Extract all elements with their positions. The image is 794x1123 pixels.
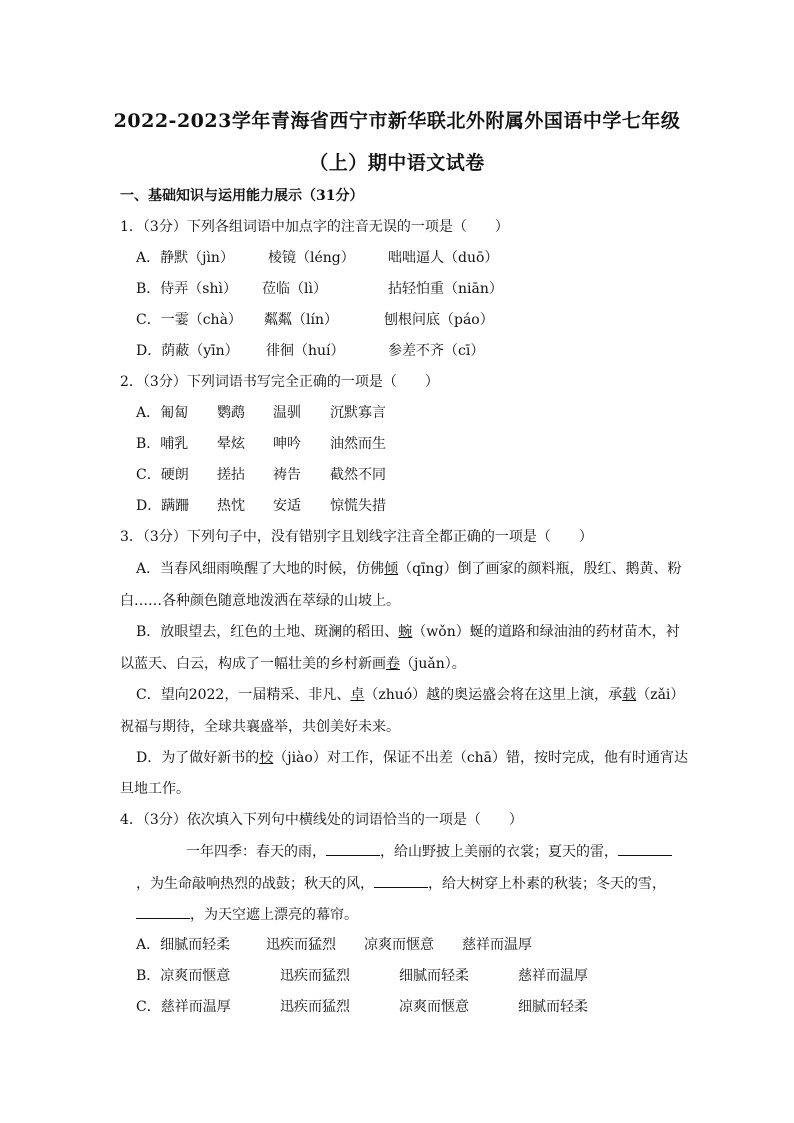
q2-d-word2: 热忱	[217, 498, 245, 514]
q4-text4: ，给大树穿上朴素的秋装；冬天的雪，	[428, 876, 666, 892]
q4-a-word3: 凉爽而惬意	[364, 937, 434, 953]
q4-b-word4: 慈祥而温厚	[518, 968, 588, 984]
q1-c-word3: 刨根问底（páo）	[384, 312, 494, 328]
page-title-line2: （上）期中语文试卷	[309, 152, 485, 174]
q3-b-text3: 以蓝天、白云，构成了一幅壮美的乡村新画	[120, 656, 386, 672]
q3-a-text2: （qīng）倒了画家的颜料瓶，殷红、鹅黄、粉	[398, 561, 682, 577]
q4-b-word2: 迅疾而猛烈	[280, 968, 350, 984]
q4-a-word2: 迅疾而猛烈	[266, 937, 336, 953]
question-1-stem: 1．（3分）下列各组词语中加点字的注音无误的一项是（ ）	[120, 219, 509, 235]
question-4-stem: 4．（3分）依次填入下列句中横线处的词语恰当的一项是（ ）	[120, 812, 523, 828]
q4-blank-2	[618, 841, 672, 856]
q2-a-word4: 沉默寡言	[330, 405, 386, 421]
q3-option-a-line2: 白……各种颜色随意地泼洒在萃绿的山坡上。	[120, 593, 400, 609]
q1-d-word2: 徘徊（huí）	[266, 343, 345, 359]
q3-option-d-line1	[136, 748, 688, 768]
q3-d-underlined: 校	[259, 750, 274, 766]
q2-b-word1: B．哺乳	[136, 436, 189, 452]
q4-c-word2: 迅疾而猛烈	[280, 999, 350, 1015]
q4-text2: ，给山野披上美丽的衣裳；夏天的雷，	[380, 844, 618, 860]
q3-c-underlined: 卓	[350, 687, 365, 703]
question-3-stem: 3．（3分）下列句子中，没有错别字且划线字注音全都正确的一项是（ ）	[120, 529, 593, 545]
q3-c-text1: C．望向2022，一届精采、非凡、	[136, 687, 351, 703]
q1-c-word1: C．一霎（chà）	[136, 312, 242, 328]
q3-option-b-line1	[136, 622, 680, 642]
q2-b-word2: 晕炫	[217, 436, 245, 452]
q2-c-word1: C．硬朗	[136, 467, 189, 483]
q4-c-word1: C．慈祥而温厚	[136, 999, 231, 1015]
q2-c-word3: 祷告	[273, 467, 301, 483]
q3-c-underlined2: 载	[622, 687, 637, 703]
q4-blank-3	[374, 873, 428, 888]
q4-a-word4: 慈祥而温厚	[462, 937, 532, 953]
q4-text1: 一年四季：春天的雨，	[186, 844, 326, 860]
q3-d-text1: D．为了做好新书的	[136, 750, 260, 766]
q3-b-text4: （juǎn）。	[400, 656, 466, 672]
q1-a-word1: A．静默（jìn）	[136, 250, 234, 266]
q4-passage-line1	[186, 841, 672, 862]
q4-blank-1	[326, 841, 380, 856]
q2-a-word1: A．匍匐	[136, 405, 189, 421]
q2-d-word3: 安适	[273, 498, 301, 514]
section-heading: 一、基础知识与运用能力展示（31分）	[120, 188, 364, 204]
q4-passage-line3	[136, 904, 358, 925]
q4-text3: ，为生命敲响热烈的战鼓；秋天的风，	[136, 876, 374, 892]
q1-d-word3: 参差不齐（cī）	[388, 343, 485, 359]
q2-c-word4: 截然不同	[330, 467, 386, 483]
q4-a-word1: A．细腻而轻柔	[136, 937, 231, 953]
q4-c-word3: 凉爽而惬意	[399, 999, 469, 1015]
q1-a-word2: 棱镜（léng）	[268, 250, 355, 266]
q3-c-text3: （zǎi）	[636, 687, 685, 703]
q2-b-word4: 油然而生	[330, 436, 386, 452]
q3-option-c-line2: 祝福与期待，全球共襄盛举，共创美好未来。	[120, 719, 400, 735]
q3-a-text1: A．当春风细雨唤醒了大地的时候，仿佛	[136, 561, 385, 577]
question-2-stem: 2．（3分）下列词语书写完全正确的一项是（ ）	[120, 374, 439, 390]
q4-text5: ，为天空遮上漂亮的幕帘。	[190, 907, 358, 923]
q2-a-word3: 温驯	[273, 405, 301, 421]
q3-option-a-line1	[136, 559, 682, 579]
q1-a-word3: 咄咄逼人（duō）	[388, 250, 499, 266]
q1-c-word2: 粼粼（lín）	[264, 312, 338, 328]
q3-c-text2: （zhuó）越的奥运盛会将在这里上演，承	[364, 687, 623, 703]
q4-c-word4: 细腻而轻柔	[518, 999, 588, 1015]
q2-d-word1: D．蹒跚	[136, 498, 190, 514]
q4-passage-line2	[136, 873, 666, 894]
page-title-line1: 2022-2023学年青海省西宁市新华联北外附属外国语中学七年级	[113, 110, 681, 132]
q3-option-d-line2: 旦地工作。	[120, 781, 190, 797]
q3-option-c-line1	[136, 685, 684, 705]
q4-b-word1: B．凉爽而惬意	[136, 968, 231, 984]
q3-option-b-line2	[120, 654, 466, 674]
q1-b-word2: 莅临（lì）	[262, 281, 327, 297]
q2-d-word4: 惊慌失措	[330, 498, 386, 514]
q4-b-word3: 细腻而轻柔	[399, 968, 469, 984]
q1-d-word1: D．荫蔽（yīn）	[136, 343, 239, 359]
q2-a-word2: 鹦鹉	[217, 405, 245, 421]
q4-blank-4	[136, 904, 190, 919]
q3-b-text1: B．放眼望去，红色的土地、斑澜的稻田、	[136, 624, 399, 640]
q2-c-word2: 搓拈	[217, 467, 245, 483]
q3-a-underlined: 倾	[384, 561, 399, 577]
q1-b-word1: B．侍弄（shì）	[136, 281, 237, 297]
q3-b-underlined: 蜿	[398, 624, 413, 640]
q3-b-text2: （wǒn）蜒的道路和绿油油的药材苗木，衬	[412, 624, 680, 640]
q2-b-word3: 呻吟	[273, 436, 301, 452]
q3-d-text2: （jiào）对工作，保证不出差（chā）错，按时完成，他有时通宵达	[273, 750, 689, 766]
q1-b-word3: 拈轻怕重（niān）	[388, 281, 503, 297]
q3-b-underlined2: 卷	[386, 656, 400, 672]
